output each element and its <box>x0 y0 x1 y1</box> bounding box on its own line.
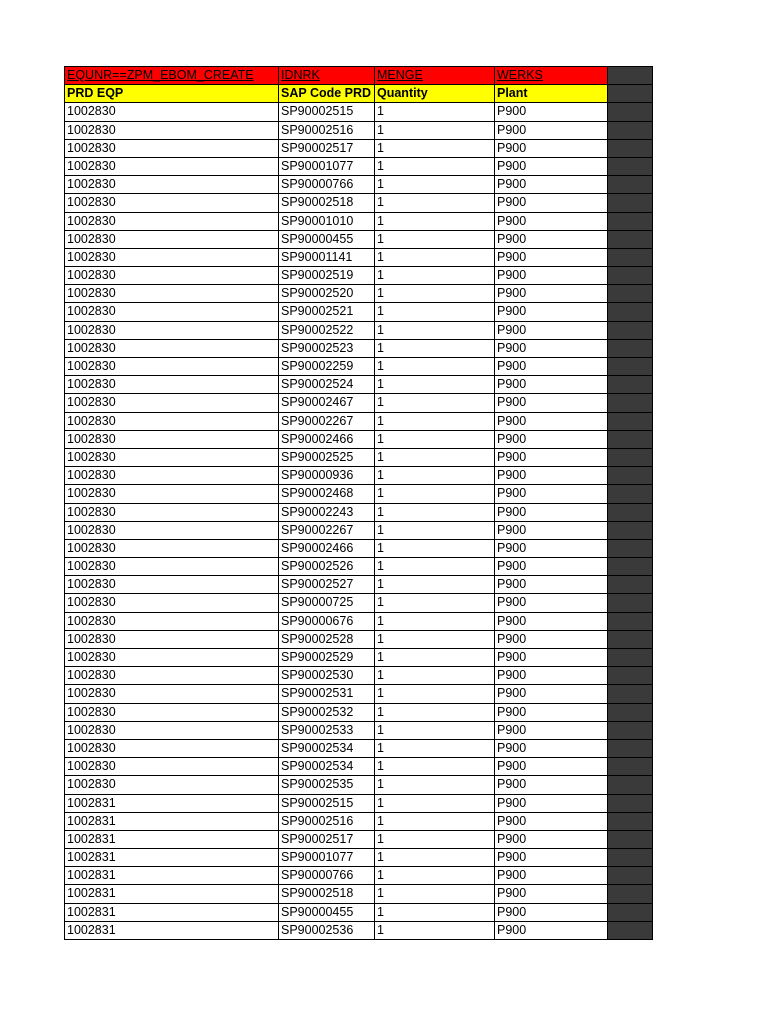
sap-code-cell[interactable]: SP90002528 <box>278 631 374 649</box>
sap-code-cell[interactable]: SP90002522 <box>278 322 374 340</box>
quantity-cell[interactable]: 1 <box>374 631 494 649</box>
sap-code-cell[interactable]: SP90001141 <box>278 249 374 267</box>
side-column-cell <box>607 358 653 376</box>
quantity-cell[interactable]: 1 <box>374 540 494 558</box>
plant-cell[interactable]: P900 <box>494 322 607 340</box>
sap-code-cell[interactable]: SP90002532 <box>278 704 374 722</box>
prd-eqp-cell[interactable]: 1002830 <box>64 231 278 249</box>
side-column-cell <box>607 303 653 321</box>
prd-eqp-cell[interactable]: 1002830 <box>64 776 278 794</box>
table-row <box>64 285 653 303</box>
plant-cell[interactable]: P900 <box>494 467 607 485</box>
plant-cell[interactable]: P900 <box>494 249 607 267</box>
plant-cell[interactable]: P900 <box>494 485 607 503</box>
plant-cell[interactable]: P900 <box>494 613 607 631</box>
sap-code-cell[interactable]: SP90002516 <box>278 813 374 831</box>
table-row <box>64 885 653 903</box>
prd-eqp-cell[interactable]: 1002831 <box>64 795 278 813</box>
table-row <box>64 449 653 467</box>
prd-eqp-cell[interactable]: 1002830 <box>64 213 278 231</box>
prd-eqp-cell[interactable]: 1002830 <box>64 431 278 449</box>
side-column-cell <box>607 231 653 249</box>
prd-eqp-cell[interactable]: 1002830 <box>64 740 278 758</box>
header-row-fields <box>64 66 653 85</box>
prd-eqp-cell[interactable]: 1002830 <box>64 322 278 340</box>
prd-eqp-cell[interactable]: 1002830 <box>64 103 278 121</box>
plant-cell[interactable]: P900 <box>494 704 607 722</box>
sap-code-cell[interactable]: SP90002267 <box>278 413 374 431</box>
side-column-cell <box>607 340 653 358</box>
table-row <box>64 813 653 831</box>
plant-cell[interactable]: P900 <box>494 358 607 376</box>
table-row <box>64 158 653 176</box>
quantity-cell[interactable]: 1 <box>374 122 494 140</box>
sap-code-cell[interactable]: SP90002515 <box>278 103 374 121</box>
prd-eqp-cell[interactable]: 1002830 <box>64 467 278 485</box>
header-cell-menge[interactable]: MENGE <box>374 67 494 85</box>
plant-cell[interactable]: P900 <box>494 340 607 358</box>
sap-code-cell[interactable]: SP90001010 <box>278 213 374 231</box>
plant-cell[interactable]: P900 <box>494 394 607 412</box>
table-row <box>64 776 653 794</box>
sap-code-cell[interactable]: SP90001077 <box>278 158 374 176</box>
quantity-cell[interactable]: 1 <box>374 831 494 849</box>
table-row <box>64 485 653 503</box>
plant-cell[interactable]: P900 <box>494 176 607 194</box>
sap-code-cell[interactable]: SP90002467 <box>278 394 374 412</box>
table-row <box>64 922 653 940</box>
prd-eqp-cell[interactable]: 1002830 <box>64 758 278 776</box>
side-column-cell <box>607 885 653 903</box>
side-column-cell <box>607 413 653 431</box>
sap-code-cell[interactable]: SP90000455 <box>278 904 374 922</box>
prd-eqp-cell[interactable]: 1002830 <box>64 649 278 667</box>
plant-cell[interactable]: P900 <box>494 831 607 849</box>
prd-eqp-cell[interactable]: 1002830 <box>64 122 278 140</box>
prd-eqp-cell[interactable]: 1002830 <box>64 358 278 376</box>
prd-eqp-cell[interactable]: 1002830 <box>64 285 278 303</box>
plant-cell[interactable]: P900 <box>494 649 607 667</box>
side-column-cell <box>607 522 653 540</box>
side-column-cell <box>607 813 653 831</box>
quantity-cell[interactable]: 1 <box>374 885 494 903</box>
side-column-cell <box>607 540 653 558</box>
table-row <box>64 631 653 649</box>
side-column-cell <box>607 267 653 285</box>
sap-code-cell[interactable]: SP90000725 <box>278 594 374 612</box>
sap-code-cell[interactable]: SP90002530 <box>278 667 374 685</box>
table-row <box>64 704 653 722</box>
side-column-cell <box>607 594 653 612</box>
table-body <box>64 103 653 940</box>
quantity-cell[interactable]: 1 <box>374 413 494 431</box>
side-column-cell <box>607 485 653 503</box>
prd-eqp-cell[interactable]: 1002830 <box>64 176 278 194</box>
prd-eqp-cell[interactable]: 1002830 <box>64 413 278 431</box>
table-row <box>64 849 653 867</box>
plant-cell[interactable]: P900 <box>494 776 607 794</box>
quantity-cell[interactable]: 1 <box>374 158 494 176</box>
quantity-cell[interactable]: 1 <box>374 431 494 449</box>
sap-code-cell[interactable]: SP90002521 <box>278 303 374 321</box>
sap-code-cell[interactable]: SP90002534 <box>278 740 374 758</box>
quantity-cell[interactable]: 1 <box>374 249 494 267</box>
quantity-cell[interactable]: 1 <box>374 867 494 885</box>
quantity-cell[interactable]: 1 <box>374 467 494 485</box>
sap-code-cell[interactable]: SP90000766 <box>278 867 374 885</box>
plant-cell[interactable]: P900 <box>494 376 607 394</box>
sap-code-cell[interactable]: SP90000455 <box>278 231 374 249</box>
side-column-cell <box>607 758 653 776</box>
header-cell-equnr[interactable]: EQUNR==ZPM_EBOM_CREATE <box>64 67 278 85</box>
plant-cell[interactable]: P900 <box>494 631 607 649</box>
prd-eqp-cell[interactable]: 1002831 <box>64 831 278 849</box>
prd-eqp-cell[interactable]: 1002830 <box>64 303 278 321</box>
prd-eqp-cell[interactable]: 1002830 <box>64 558 278 576</box>
quantity-cell[interactable]: 1 <box>374 649 494 667</box>
sap-code-cell[interactable]: SP90002533 <box>278 722 374 740</box>
plant-cell[interactable]: P900 <box>494 849 607 867</box>
table-row <box>64 376 653 394</box>
quantity-cell[interactable]: 1 <box>374 776 494 794</box>
side-column-cell <box>607 194 653 212</box>
table-row <box>64 431 653 449</box>
side-column-cell <box>607 449 653 467</box>
side-column-cell <box>607 849 653 867</box>
prd-eqp-cell[interactable]: 1002830 <box>64 504 278 522</box>
prd-eqp-cell[interactable]: 1002830 <box>64 340 278 358</box>
side-column-cell <box>607 576 653 594</box>
quantity-cell[interactable]: 1 <box>374 522 494 540</box>
header-cell-prd-eqp[interactable]: PRD EQP <box>64 85 278 103</box>
plant-cell[interactable]: P900 <box>494 813 607 831</box>
sap-code-cell[interactable]: SP90002529 <box>278 649 374 667</box>
table-row <box>64 213 653 231</box>
table-row <box>64 394 653 412</box>
table-row <box>64 267 653 285</box>
quantity-cell[interactable]: 1 <box>374 213 494 231</box>
prd-eqp-cell[interactable]: 1002831 <box>64 813 278 831</box>
quantity-cell[interactable]: 1 <box>374 922 494 940</box>
prd-eqp-cell[interactable]: 1002831 <box>64 849 278 867</box>
quantity-cell[interactable]: 1 <box>374 376 494 394</box>
side-column-cell <box>607 376 653 394</box>
quantity-cell[interactable]: 1 <box>374 340 494 358</box>
quantity-cell[interactable]: 1 <box>374 504 494 522</box>
quantity-cell[interactable]: 1 <box>374 449 494 467</box>
header-row-labels <box>64 85 653 103</box>
quantity-cell[interactable]: 1 <box>374 758 494 776</box>
side-column-cell <box>607 922 653 940</box>
sap-code-cell[interactable]: SP90002526 <box>278 558 374 576</box>
side-column-cell <box>607 431 653 449</box>
quantity-cell[interactable]: 1 <box>374 322 494 340</box>
header-cell-quantity[interactable]: Quantity <box>374 85 494 103</box>
table-row <box>64 322 653 340</box>
plant-cell[interactable]: P900 <box>494 722 607 740</box>
prd-eqp-cell[interactable]: 1002830 <box>64 576 278 594</box>
quantity-cell[interactable]: 1 <box>374 576 494 594</box>
table-row <box>64 103 653 121</box>
quantity-cell[interactable]: 1 <box>374 722 494 740</box>
sap-code-cell[interactable]: SP90002519 <box>278 267 374 285</box>
table-row <box>64 740 653 758</box>
quantity-cell[interactable]: 1 <box>374 103 494 121</box>
header-cell-sap-code[interactable]: SAP Code PRD <box>278 85 374 103</box>
sap-code-cell[interactable]: SP90002267 <box>278 522 374 540</box>
quantity-cell[interactable]: 1 <box>374 849 494 867</box>
quantity-cell[interactable]: 1 <box>374 394 494 412</box>
quantity-cell[interactable]: 1 <box>374 704 494 722</box>
table-row <box>64 358 653 376</box>
prd-eqp-cell[interactable]: 1002830 <box>64 594 278 612</box>
plant-cell[interactable]: P900 <box>494 158 607 176</box>
side-column-cell <box>607 867 653 885</box>
table-row <box>64 904 653 922</box>
quantity-cell[interactable]: 1 <box>374 176 494 194</box>
header-cell-idnrk[interactable]: IDNRK <box>278 67 374 85</box>
plant-cell[interactable]: P900 <box>494 504 607 522</box>
side-column-cell <box>607 740 653 758</box>
plant-cell[interactable]: P900 <box>494 122 607 140</box>
sap-code-cell[interactable]: SP90002525 <box>278 449 374 467</box>
quantity-cell[interactable]: 1 <box>374 194 494 212</box>
prd-eqp-cell[interactable]: 1002830 <box>64 667 278 685</box>
plant-cell[interactable]: P900 <box>494 231 607 249</box>
plant-cell[interactable]: P900 <box>494 667 607 685</box>
table-row <box>64 667 653 685</box>
sap-code-cell[interactable]: SP90002518 <box>278 885 374 903</box>
plant-cell[interactable]: P900 <box>494 431 607 449</box>
sap-code-cell[interactable]: SP90000676 <box>278 613 374 631</box>
prd-eqp-cell[interactable]: 1002831 <box>64 867 278 885</box>
sap-code-cell[interactable]: SP90002515 <box>278 795 374 813</box>
side-column-cell <box>607 613 653 631</box>
sap-code-cell[interactable]: SP90002466 <box>278 431 374 449</box>
side-column-cell <box>607 322 653 340</box>
table-row <box>64 867 653 885</box>
plant-cell[interactable]: P900 <box>494 904 607 922</box>
side-column-cell <box>607 795 653 813</box>
side-column-cell <box>607 140 653 158</box>
sap-code-cell[interactable]: SP90000766 <box>278 176 374 194</box>
side-column-cell <box>607 667 653 685</box>
quantity-cell[interactable]: 1 <box>374 740 494 758</box>
prd-eqp-cell[interactable]: 1002830 <box>64 540 278 558</box>
plant-cell[interactable]: P900 <box>494 758 607 776</box>
sap-code-cell[interactable]: SP90002518 <box>278 194 374 212</box>
side-column-cell <box>607 722 653 740</box>
prd-eqp-cell[interactable]: 1002830 <box>64 140 278 158</box>
quantity-cell[interactable]: 1 <box>374 140 494 158</box>
sap-code-cell[interactable]: SP90002517 <box>278 831 374 849</box>
table-row <box>64 122 653 140</box>
prd-eqp-cell[interactable]: 1002830 <box>64 631 278 649</box>
side-column-cell <box>607 158 653 176</box>
side-column-cell <box>607 122 653 140</box>
plant-cell[interactable]: P900 <box>494 413 607 431</box>
prd-eqp-cell[interactable]: 1002830 <box>64 613 278 631</box>
prd-eqp-cell[interactable]: 1002831 <box>64 922 278 940</box>
prd-eqp-cell[interactable]: 1002831 <box>64 904 278 922</box>
quantity-cell[interactable]: 1 <box>374 685 494 703</box>
sap-code-cell[interactable]: SP90002535 <box>278 776 374 794</box>
plant-cell[interactable]: P900 <box>494 795 607 813</box>
side-column-cell <box>607 467 653 485</box>
plant-cell[interactable]: P900 <box>494 576 607 594</box>
prd-eqp-cell[interactable]: 1002830 <box>64 685 278 703</box>
table-row <box>64 758 653 776</box>
quantity-cell[interactable]: 1 <box>374 904 494 922</box>
prd-eqp-cell[interactable]: 1002830 <box>64 394 278 412</box>
side-column-cell <box>607 103 653 121</box>
prd-eqp-cell[interactable]: 1002830 <box>64 722 278 740</box>
table-row <box>64 413 653 431</box>
header-cell-werks[interactable]: WERKS <box>494 67 607 85</box>
plant-cell[interactable]: P900 <box>494 285 607 303</box>
prd-eqp-cell[interactable]: 1002830 <box>64 449 278 467</box>
side-column-cell <box>607 85 653 103</box>
side-column-cell <box>607 558 653 576</box>
prd-eqp-cell[interactable]: 1002830 <box>64 376 278 394</box>
plant-cell[interactable]: P900 <box>494 194 607 212</box>
plant-cell[interactable]: P900 <box>494 740 607 758</box>
side-column-cell <box>607 249 653 267</box>
table-row <box>64 831 653 849</box>
prd-eqp-cell[interactable]: 1002830 <box>64 522 278 540</box>
table-row <box>64 231 653 249</box>
side-column-cell <box>607 213 653 231</box>
table-row <box>64 540 653 558</box>
quantity-cell[interactable]: 1 <box>374 485 494 503</box>
plant-cell[interactable]: P900 <box>494 685 607 703</box>
table-row <box>64 722 653 740</box>
side-column-cell <box>607 685 653 703</box>
table-row <box>64 249 653 267</box>
quantity-cell[interactable]: 1 <box>374 795 494 813</box>
sap-code-cell[interactable]: SP90000936 <box>278 467 374 485</box>
table-row <box>64 522 653 540</box>
prd-eqp-cell[interactable]: 1002830 <box>64 249 278 267</box>
side-column-cell <box>607 394 653 412</box>
table-row <box>64 558 653 576</box>
sap-code-cell[interactable]: SP90002523 <box>278 340 374 358</box>
table-row <box>64 303 653 321</box>
side-column-cell <box>607 504 653 522</box>
sap-code-cell[interactable]: SP90002524 <box>278 376 374 394</box>
side-column-cell <box>607 285 653 303</box>
plant-cell[interactable]: P900 <box>494 303 607 321</box>
table-row <box>64 467 653 485</box>
quantity-cell[interactable]: 1 <box>374 594 494 612</box>
side-column-cell <box>607 704 653 722</box>
side-column-cell <box>607 649 653 667</box>
table-row <box>64 576 653 594</box>
sap-code-cell[interactable]: SP90002466 <box>278 540 374 558</box>
table-row <box>64 613 653 631</box>
plant-cell[interactable]: P900 <box>494 522 607 540</box>
plant-cell[interactable]: P900 <box>494 922 607 940</box>
table-row <box>64 340 653 358</box>
table-row <box>64 140 653 158</box>
side-column-cell <box>607 776 653 794</box>
plant-cell[interactable]: P900 <box>494 103 607 121</box>
plant-cell[interactable]: P900 <box>494 558 607 576</box>
sap-code-cell[interactable]: SP90002527 <box>278 576 374 594</box>
plant-cell[interactable]: P900 <box>494 213 607 231</box>
quantity-cell[interactable]: 1 <box>374 358 494 376</box>
spreadsheet-table <box>64 66 653 940</box>
table-row <box>64 176 653 194</box>
prd-eqp-cell[interactable]: 1002830 <box>64 267 278 285</box>
sap-code-cell[interactable]: SP90002517 <box>278 140 374 158</box>
sap-code-cell[interactable]: SP90002259 <box>278 358 374 376</box>
sap-code-cell[interactable]: SP90002536 <box>278 922 374 940</box>
quantity-cell[interactable]: 1 <box>374 267 494 285</box>
side-column-cell <box>607 831 653 849</box>
quantity-cell[interactable]: 1 <box>374 667 494 685</box>
table-row <box>64 685 653 703</box>
prd-eqp-cell[interactable]: 1002831 <box>64 885 278 903</box>
sap-code-cell[interactable]: SP90002516 <box>278 122 374 140</box>
quantity-cell[interactable]: 1 <box>374 303 494 321</box>
header-cell-plant[interactable]: Plant <box>494 85 607 103</box>
sap-code-cell[interactable]: SP90002243 <box>278 504 374 522</box>
table-row <box>64 194 653 212</box>
prd-eqp-cell[interactable]: 1002830 <box>64 485 278 503</box>
sap-code-cell[interactable]: SP90002468 <box>278 485 374 503</box>
quantity-cell[interactable]: 1 <box>374 613 494 631</box>
sap-code-cell[interactable]: SP90002534 <box>278 758 374 776</box>
plant-cell[interactable]: P900 <box>494 540 607 558</box>
plant-cell[interactable]: P900 <box>494 885 607 903</box>
sap-code-cell[interactable]: SP90002520 <box>278 285 374 303</box>
prd-eqp-cell[interactable]: 1002830 <box>64 158 278 176</box>
quantity-cell[interactable]: 1 <box>374 558 494 576</box>
table-row <box>64 649 653 667</box>
side-column-cell <box>607 67 653 85</box>
side-column-cell <box>607 176 653 194</box>
prd-eqp-cell[interactable]: 1002830 <box>64 194 278 212</box>
side-column-cell <box>607 631 653 649</box>
quantity-cell[interactable]: 1 <box>374 231 494 249</box>
sap-code-cell[interactable]: SP90001077 <box>278 849 374 867</box>
table-row <box>64 795 653 813</box>
prd-eqp-cell[interactable]: 1002830 <box>64 704 278 722</box>
sap-code-cell[interactable]: SP90002531 <box>278 685 374 703</box>
plant-cell[interactable]: P900 <box>494 140 607 158</box>
quantity-cell[interactable]: 1 <box>374 813 494 831</box>
table-row <box>64 504 653 522</box>
side-column-cell <box>607 904 653 922</box>
table-row <box>64 594 653 612</box>
plant-cell[interactable]: P900 <box>494 594 607 612</box>
plant-cell[interactable]: P900 <box>494 449 607 467</box>
plant-cell[interactable]: P900 <box>494 267 607 285</box>
quantity-cell[interactable]: 1 <box>374 285 494 303</box>
plant-cell[interactable]: P900 <box>494 867 607 885</box>
